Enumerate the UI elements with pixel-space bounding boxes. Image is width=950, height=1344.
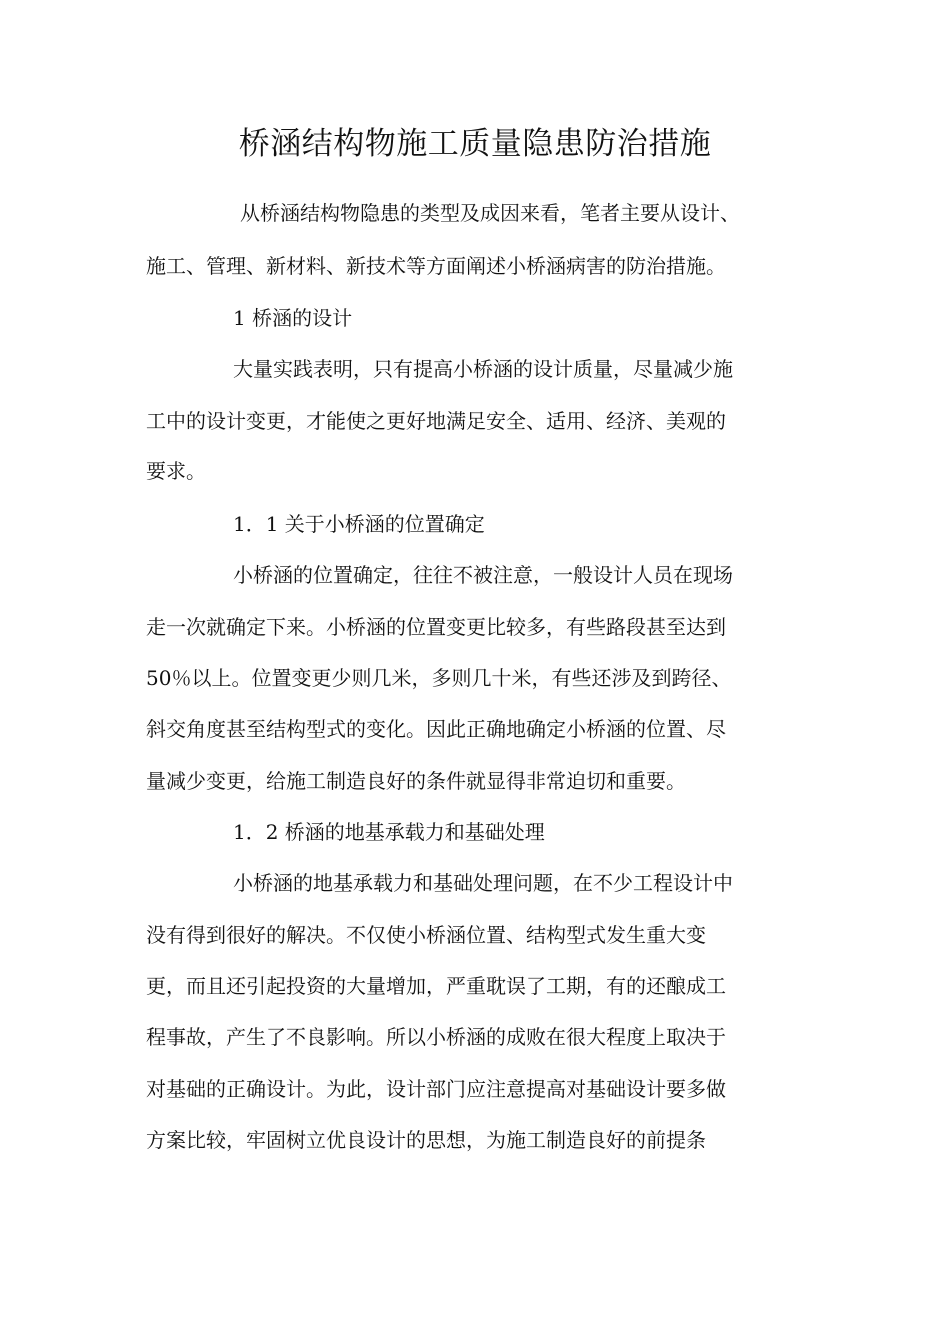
section-heading: 1 桥涵的设计 [233, 306, 353, 330]
paragraph-line: 对基础的正确设计。为此，设计部门应注意提高对基础设计要多做 [146, 1077, 726, 1101]
paragraph-line: 方案比较，牢固树立优良设计的思想，为施工制造良好的前提条 [146, 1128, 706, 1152]
paragraph-line: 更，而且还引起投资的大量增加，严重耽误了工期，有的还酿成工 [146, 974, 726, 998]
paragraph-line: 要求。 [146, 459, 206, 483]
paragraph-line: 斜交角度甚至结构型式的变化。因此正确地确定小桥涵的位置、尽 [146, 717, 726, 741]
paragraph-line: 施工、管理、新材料、新技术等方面阐述小桥涵病害的防治措施。 [146, 254, 726, 278]
paragraph-line: 小桥涵的位置确定，往往不被注意，一般设计人员在现场 [233, 563, 733, 587]
paragraph-line: 小桥涵的地基承载力和基础处理问题，在不少工程设计中 [233, 871, 733, 895]
paragraph-line: 从桥涵结构物隐患的类型及成因来看，笔者主要从设计、 [240, 201, 740, 225]
subsection-heading: 1．2 桥涵的地基承载力和基础处理 [233, 820, 545, 844]
paragraph-line: 大量实践表明，只有提高小桥涵的设计质量，尽量减少施 [233, 357, 733, 381]
paragraph-line: 50％以上。位置变更少则几米，多则几十米，有些还涉及到跨径、 [146, 666, 732, 690]
paragraph-line: 走一次就确定下来。小桥涵的位置变更比较多，有些路段甚至达到 [146, 615, 726, 639]
document-title: 桥涵结构物施工质量隐患防治措施 [238, 126, 712, 162]
paragraph-line: 没有得到很好的解决。不仅使小桥涵位置、结构型式发生重大变 [146, 923, 706, 947]
subsection-heading: 1．1 关于小桥涵的位置确定 [233, 512, 485, 536]
paragraph-line: 量减少变更，给施工制造良好的条件就显得非常迫切和重要。 [146, 769, 686, 793]
paragraph-line: 程事故，产生了不良影响。所以小桥涵的成败在很大程度上取决于 [146, 1025, 726, 1049]
paragraph-line: 工中的设计变更，才能使之更好地满足安全、适用、经济、美观的 [146, 409, 726, 433]
